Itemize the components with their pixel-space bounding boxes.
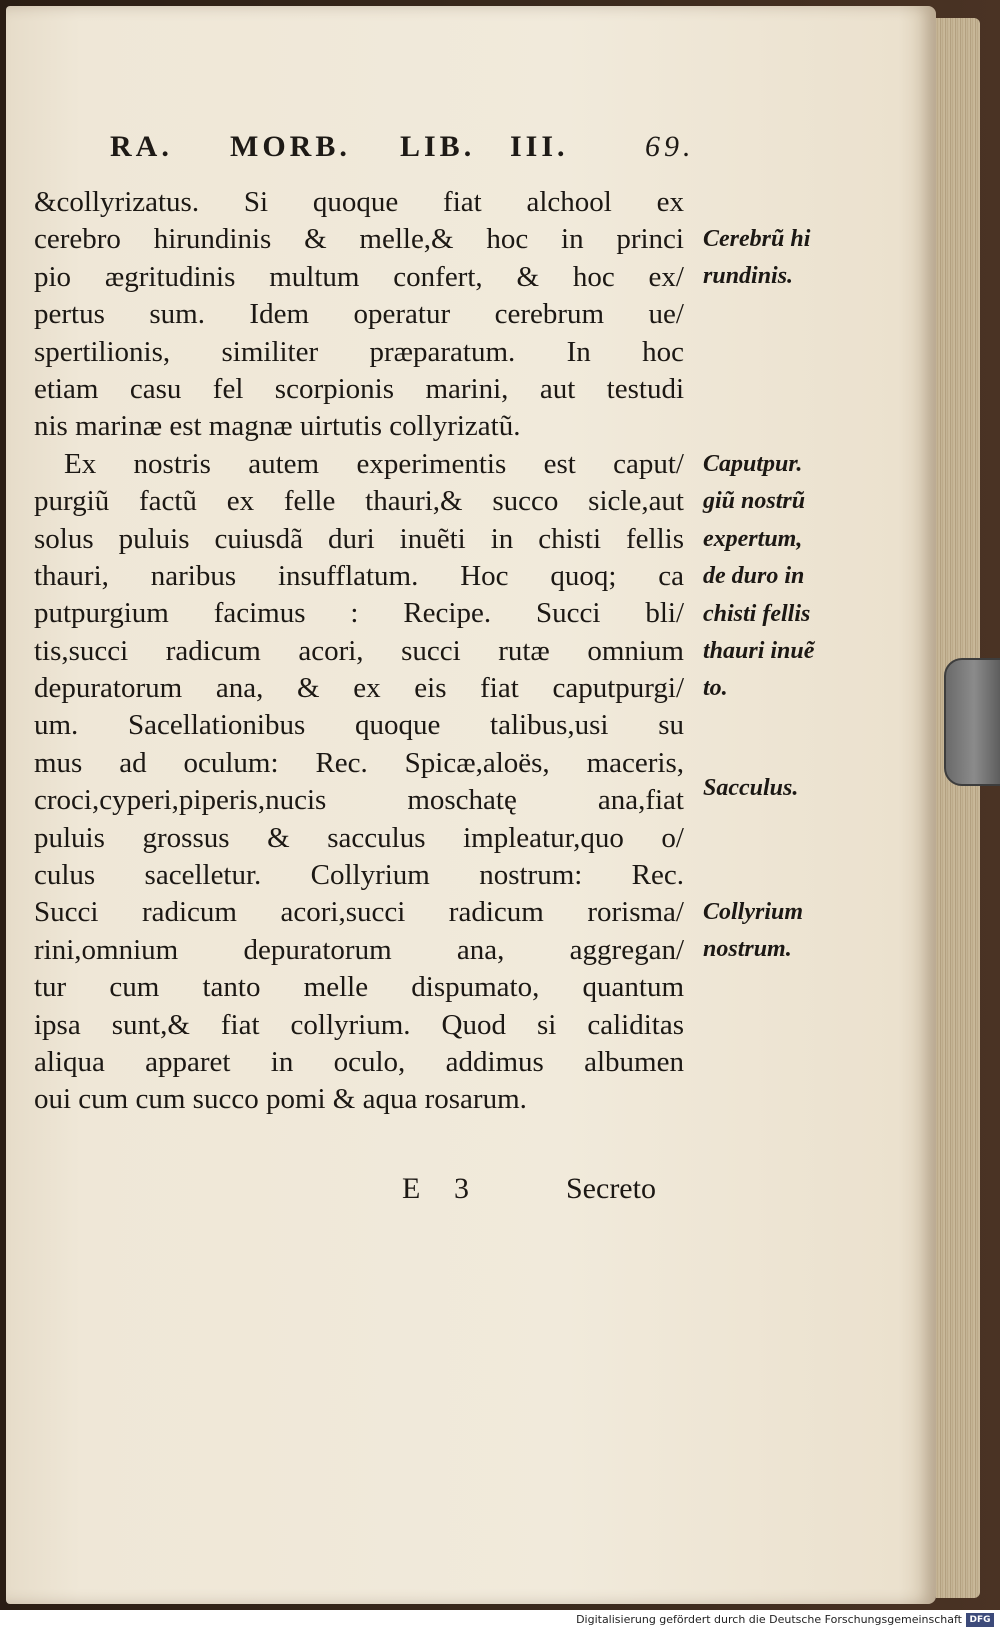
text-line: puluis grossus & sacculus impleatur,quo o/	[34, 821, 684, 854]
text-line: tur cum tanto melle dispumato, quantum	[34, 971, 684, 1004]
text-line: depuratorum ana, & ex eis fiat caputpurgi/	[34, 672, 684, 705]
book-clasp	[944, 658, 1000, 786]
text-line: culus sacelletur. Collyrium nostrum: Rec.	[34, 859, 684, 892]
page-footer	[34, 1172, 684, 1212]
text-line: nis marinæ est magnæ uirtutis collyrizatũ.	[34, 410, 521, 443]
text-line: cerebro hirundinis & melle,& hoc in princi	[34, 223, 684, 256]
margin-note-line: Collyrium	[703, 899, 804, 925]
margin-note-line: Caputpur.	[703, 451, 803, 477]
text-line: Succi radicum acori,succi radicum rorisma/	[34, 896, 684, 929]
margin-note-line: giũ nostrũ	[703, 488, 806, 515]
text-line: tis,succi radicum acori, succi rutæ omnium	[34, 634, 684, 667]
text-line: rini,omnium depuratorum ana, aggregan/	[34, 933, 684, 966]
text-line: spertilionis, similiter præparatum. In hoc	[34, 335, 684, 368]
text-line: oui cum cum succo pomi & aqua rosarum.	[34, 1083, 527, 1116]
text-line: ipsa sunt,& fiat collyrium. Quod si caliditas	[34, 1008, 684, 1041]
margin-note-line: de duro in	[703, 563, 805, 590]
margin-note-line: chisti fellis	[703, 600, 811, 627]
margin-note-caputpurgium	[703, 446, 933, 708]
credit-bar	[0, 1610, 1000, 1631]
text-line: etiam casu fel scorpionis marini, aut testudi	[34, 372, 684, 405]
header-ra: RA.	[110, 130, 173, 163]
dfg-logo-icon: DFG	[966, 1613, 994, 1627]
header-book-number: III.	[510, 130, 569, 163]
text-line: pio ægritudinis multum confert, & hoc ex/	[34, 260, 684, 293]
margin-note-sacculus	[703, 770, 933, 807]
text-line: um. Sacellationibus quoque talibus,usi su	[34, 709, 684, 742]
header-lib: LIB.	[400, 130, 476, 163]
text-line: putpurgium facimus : Recipe. Succi bli/	[34, 597, 684, 630]
margin-note-line: thauri inuẽ	[703, 637, 815, 664]
page-edges	[936, 18, 980, 1598]
running-header	[110, 130, 710, 170]
main-text-block	[34, 184, 684, 1119]
credit-text: Digitalisierung gefördert durch die Deutsche Forschungsgemeinschaft	[576, 1613, 962, 1626]
text-line: thauri, naribus insufflatum. Hoc quoq; ca	[34, 559, 684, 592]
margin-note-line: Sacculus.	[703, 775, 799, 801]
margin-note-cerebrum	[703, 221, 933, 296]
text-line: mus ad oculum: Rec. Spicæ,aloës, maceris,	[34, 746, 684, 779]
header-morb: MORB.	[230, 130, 351, 163]
margin-note-line: nostrum.	[703, 936, 792, 963]
margin-note-line: expertum,	[703, 525, 803, 552]
margin-note-line: to.	[703, 675, 728, 702]
text-line: purgiũ factũ ex felle thauri,& succo sicle,aut	[34, 485, 684, 518]
catchword: Secreto	[566, 1172, 656, 1205]
text-line: &collyrizatus. Si quoque fiat alchool ex	[34, 186, 684, 218]
text-line: aliqua apparet in oculo, addimus albumen	[34, 1045, 684, 1078]
text-line: pertus sum. Idem operatur cerebrum ue/	[34, 298, 684, 331]
text-line: solus puluis cuiusdã duri inuẽti in chisti fellis	[34, 522, 684, 555]
margin-note-collyrium	[703, 894, 933, 969]
text-line: Ex nostris autem experimentis est caput/	[64, 447, 684, 480]
text-line: croci,cyperi,piperis,nucis moschatę ana,fiat	[34, 784, 684, 817]
page-number: 69.	[645, 130, 695, 163]
signature-number: 3	[454, 1172, 469, 1205]
signature-letter: E	[402, 1172, 421, 1205]
margin-note-line: Cerebrũ hi	[703, 226, 811, 252]
margin-note-line: rundinis.	[703, 263, 794, 290]
